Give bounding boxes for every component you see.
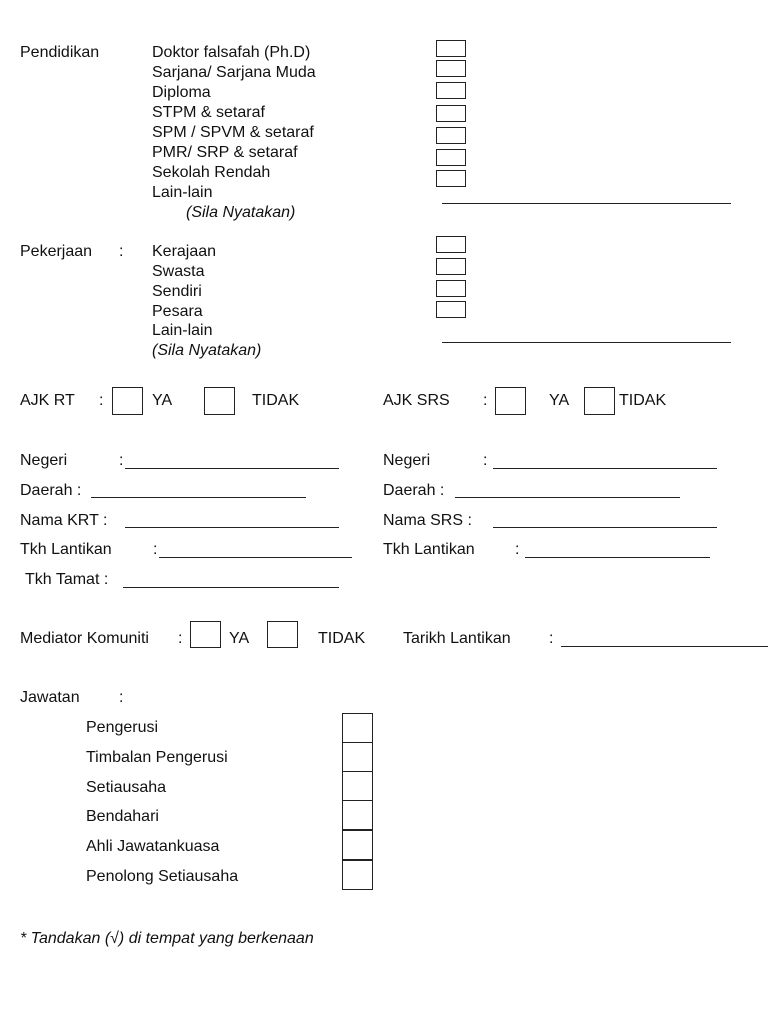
checkbox-sendiri[interactable] (436, 280, 466, 297)
option-diploma: Diploma (152, 84, 211, 101)
jawatan-label: Jawatan (20, 689, 80, 706)
footnote: * Tandakan (√) di tempat yang berkenaan (20, 930, 314, 947)
ajk-srs-label: AJK SRS (383, 392, 450, 409)
option-kerajaan: Kerajaan (152, 243, 217, 260)
right-tkh-lantikan-colon: : (515, 541, 520, 558)
option-pesara: Pesara (152, 303, 203, 320)
left-tkh-lantikan-colon: : (153, 541, 158, 558)
sila-nyatakan-note: (Sila Nyatakan) (186, 204, 296, 221)
right-daerah-label: Daerah : (383, 482, 445, 499)
pekerjaan-label: Pekerjaan (20, 243, 93, 260)
ajk-rt-colon: : (99, 392, 104, 409)
checkbox-diploma[interactable] (436, 82, 466, 99)
ajk-srs-tidak-label: TIDAK (619, 392, 667, 409)
option-sekolah-rendah: Sekolah Rendah (152, 164, 271, 181)
option-sendiri: Sendiri (152, 283, 202, 300)
pekerjaan-colon: : (119, 243, 124, 260)
nama-srs-line[interactable] (493, 527, 717, 528)
mediator-label: Mediator Komuniti (20, 630, 149, 647)
left-negeri-line[interactable] (125, 468, 339, 469)
option-lain-lain: Lain-lain (152, 322, 213, 339)
checkbox-spm[interactable] (436, 127, 466, 144)
ajk-rt-label: AJK RT (20, 392, 75, 409)
checkbox-timbalan-pengerusi[interactable] (342, 742, 373, 772)
right-daerah-line[interactable] (455, 497, 680, 498)
ajk-rt-tidak-label: TIDAK (252, 392, 300, 409)
ajk-rt-tidak-checkbox[interactable] (204, 387, 235, 415)
tarikh-lantikan-label: Tarikh Lantikan (403, 630, 511, 647)
checkbox-sarjana[interactable] (436, 60, 466, 77)
mediator-colon: : (178, 630, 183, 647)
ajk-srs-colon: : (483, 392, 488, 409)
option-lain-lain: Lain-lain (152, 184, 213, 201)
right-tkh-lantikan-line[interactable] (525, 557, 710, 558)
left-daerah-line[interactable] (91, 497, 306, 498)
pekerjaan-other-line[interactable] (442, 342, 731, 343)
mediator-tidak-label: TIDAK (318, 630, 366, 647)
checkbox-setiausaha[interactable] (342, 771, 373, 801)
mediator-ya-checkbox[interactable] (190, 621, 221, 648)
nama-krt-line[interactable] (125, 527, 339, 528)
option-pmr: PMR/ SRP & setaraf (152, 144, 298, 161)
left-tkh-lantikan-label: Tkh Lantikan (20, 541, 112, 558)
checkbox-kerajaan[interactable] (436, 236, 466, 253)
left-negeri-label: Negeri (20, 452, 68, 469)
ajk-rt-ya-checkbox[interactable] (112, 387, 143, 415)
jawatan-pengerusi: Pengerusi (86, 719, 159, 736)
checkbox-phd[interactable] (436, 40, 466, 57)
jawatan-bendahari: Bendahari (86, 808, 159, 825)
mediator-ya-label: YA (229, 630, 250, 647)
checkbox-ahli-jawatankuasa[interactable] (342, 830, 373, 860)
ajk-srs-ya-checkbox[interactable] (495, 387, 526, 415)
tkh-tamat-label: Tkh Tamat : (25, 571, 109, 588)
checkbox-pengerusi[interactable] (342, 713, 373, 743)
checkbox-pmr[interactable] (436, 149, 466, 166)
checkbox-bendahari[interactable] (342, 800, 373, 830)
tkh-tamat-line[interactable] (123, 587, 339, 588)
option-swasta: Swasta (152, 263, 205, 280)
jawatan-penolong-setiausaha: Penolong Setiausaha (86, 868, 239, 885)
tarikh-lantikan-colon: : (549, 630, 554, 647)
jawatan-ahli-jawatankuasa: Ahli Jawatankuasa (86, 838, 220, 855)
right-negeri-line[interactable] (493, 468, 717, 469)
left-daerah-label: Daerah : (20, 482, 82, 499)
right-tkh-lantikan-label: Tkh Lantikan (383, 541, 475, 558)
nama-srs-label: Nama SRS : (383, 512, 472, 529)
checkbox-swasta[interactable] (436, 258, 466, 275)
option-sarjana: Sarjana/ Sarjana Muda (152, 64, 316, 81)
right-negeri-colon: : (483, 452, 488, 469)
jawatan-setiausaha: Setiausaha (86, 779, 167, 796)
left-negeri-colon: : (119, 452, 124, 469)
ajk-srs-tidak-checkbox[interactable] (584, 387, 615, 415)
option-stpm: STPM & setaraf (152, 104, 265, 121)
tarikh-lantikan-line[interactable] (561, 646, 768, 647)
ajk-rt-ya-label: YA (152, 392, 173, 409)
right-negeri-label: Negeri (383, 452, 431, 469)
pendidikan-label: Pendidikan (20, 44, 100, 61)
sila-nyatakan-note: (Sila Nyatakan) (152, 342, 262, 359)
left-tkh-lantikan-line[interactable] (159, 557, 352, 558)
checkbox-penolong-setiausaha[interactable] (342, 860, 373, 890)
pendidikan-other-line[interactable] (442, 203, 731, 204)
jawatan-timbalan-pengerusi: Timbalan Pengerusi (86, 749, 228, 766)
checkbox-pesara[interactable] (436, 301, 466, 318)
ajk-srs-ya-label: YA (549, 392, 570, 409)
jawatan-colon: : (119, 689, 124, 706)
option-spm: SPM / SPVM & setaraf (152, 124, 314, 141)
nama-krt-label: Nama KRT : (20, 512, 108, 529)
checkbox-stpm[interactable] (436, 105, 466, 122)
checkbox-sekolah-rendah[interactable] (436, 170, 466, 187)
mediator-tidak-checkbox[interactable] (267, 621, 298, 648)
option-phd: Doktor falsafah (Ph.D) (152, 44, 311, 61)
